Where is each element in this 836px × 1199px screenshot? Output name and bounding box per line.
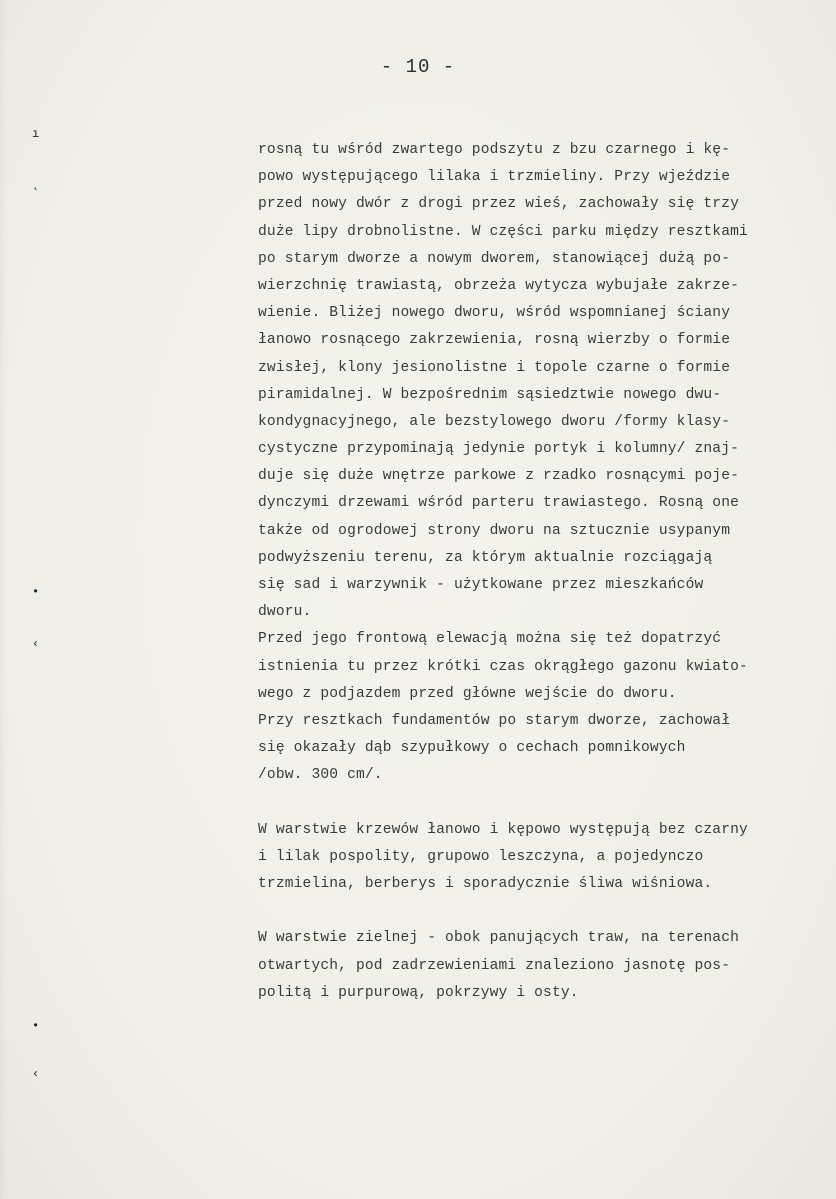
text-line: wierzchnię trawiastą, obrzeża wytycza wybujałe zakrze- <box>258 277 740 294</box>
paragraph-gap <box>258 898 818 925</box>
document-body <box>258 137 818 1007</box>
page-edge-shadow <box>0 0 6 1199</box>
text-line: się sad i warzywnik - użytkowane przez mieszkańców <box>258 577 704 593</box>
text-line: rosną tu wśród zwartego podszytu z bzu czarnego i kę- <box>258 142 731 158</box>
text-line: W warstwie zielnej - obok panujących traw, na terenach <box>258 930 740 947</box>
margin-mark: ‹ <box>32 1067 40 1081</box>
text-line: otwartych, pod zadrzewieniami znaleziono jasnotę pos- <box>258 957 731 974</box>
margin-mark: ˛ <box>32 177 40 191</box>
text-line: duże lipy drobnolistne. W części parku między resztkami <box>258 223 748 240</box>
text-line: łanowo rosnącego zakrzewienia, rosną wierzby o formie <box>258 332 731 349</box>
text-line: się okazały dąb szypułkowy o cechach pomnikowych <box>258 740 686 757</box>
text-line: /obw. 300 cm/. <box>258 767 383 784</box>
paragraph <box>258 817 818 899</box>
text-line: wego z podjazdem przed główne wejście do dworu. <box>258 685 677 702</box>
text-line: podwyższeniu terenu, za którym aktualnie rozciągają <box>258 549 713 566</box>
margin-mark: • <box>32 1019 40 1033</box>
page-number: - 10 - <box>380 56 456 78</box>
margin-mark: ı <box>32 127 40 141</box>
text-line: wienie. Bliżej nowego dworu, wśród wspomnianej ściany <box>258 305 731 322</box>
text-line: piramidalnej. W bezpośrednim sąsiedztwie nowego dwu- <box>258 386 722 403</box>
text-line: Przy resztkach fundamentów po starym dworze, zachował <box>258 712 731 729</box>
margin-mark: • <box>32 585 40 599</box>
text-line: także od ogrodowej strony dworu na sztucznie usypanym <box>258 522 731 539</box>
text-line: kondygnacyjnego, ale bezstylowego dworu /formy klasy- <box>258 413 731 430</box>
text-line: po starym dworze a nowym dworem, stanowiącej dużą po- <box>258 250 731 267</box>
text-line: powo występującego lilaka i trzmieliny. Przy wjeździe <box>258 169 731 186</box>
text-line: W warstwie krzewów łanowo i kępowo występują bez czarny <box>258 821 748 838</box>
margin-mark: ‹ <box>32 637 40 651</box>
text-line: cystyczne przypominają jedynie portyk i kolumny/ znaj- <box>258 441 740 458</box>
text-line: zwisłej, klony jesionolistne i topole czarne o formie <box>258 359 731 376</box>
text-line: dworu. <box>258 604 312 621</box>
text-line: duje się duże wnętrze parkowe z rzadko rosnącymi poje- <box>258 468 740 485</box>
text-line: politą i purpurową, pokrzywy i osty. <box>258 984 579 1001</box>
text-line: trzmielina, berberys i sporadycznie śliwa wiśniowa. <box>258 876 713 893</box>
text-line: Przed jego frontową elewacją można się też dopatrzyć <box>258 631 722 648</box>
paragraph-gap <box>258 790 818 817</box>
text-line: dynczymi drzewami wśród parteru trawiastego. Rosną one <box>258 495 740 512</box>
paragraph <box>258 925 818 1007</box>
text-line: istnienia tu przez krótki czas okrągłego gazonu kwiato- <box>258 658 748 675</box>
text-line: i lilak pospolity, grupowo leszczyna, a pojedynczo <box>258 848 704 865</box>
text-line: przed nowy dwór z drogi przez wieś, zachowały się trzy <box>258 196 740 213</box>
paragraph <box>258 137 818 790</box>
